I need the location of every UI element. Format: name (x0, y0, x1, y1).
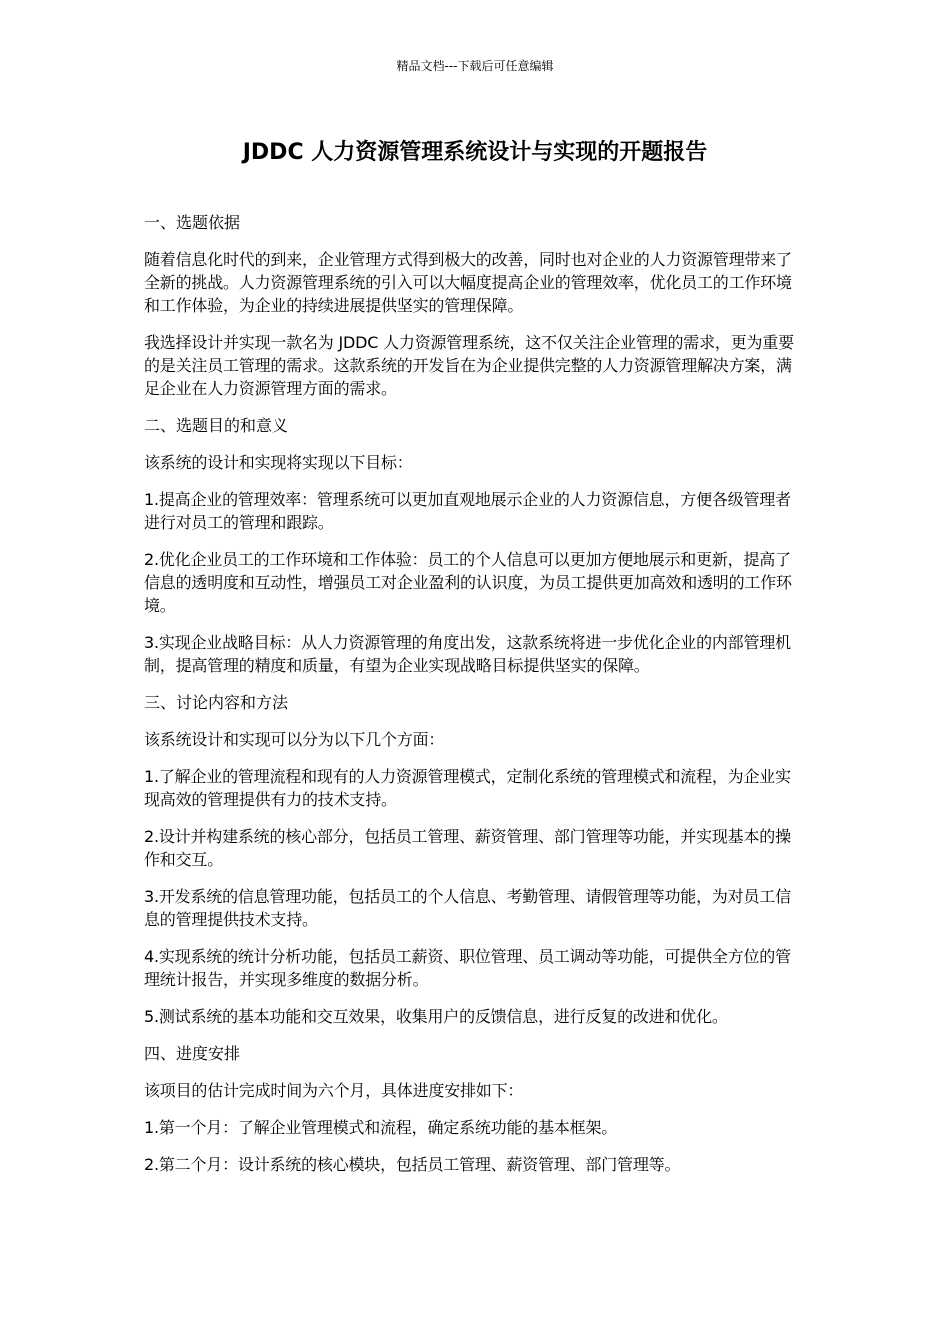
list-item: 1.第一个月：了解企业管理模式和流程，确定系统功能的基本框架。 (144, 1118, 618, 1137)
paragraph: 该项目的估计完成时间为六个月，具体进度安排如下： (144, 1081, 524, 1100)
list-item: 2.第二个月：设计系统的核心模块，包括员工管理、薪资管理、部门管理等。 (144, 1155, 681, 1174)
section-basis (144, 211, 804, 400)
list-item: 3.开发系统的信息管理功能，包括员工的个人信息、考勤管理、请假管理等功能，为对员工信息的管理提供技术支持。 (144, 887, 791, 929)
paragraph: 该系统设计和实现可以分为以下几个方面： (144, 730, 445, 749)
paragraph: 该系统的设计和实现将实现以下目标： (144, 453, 413, 472)
list-item: 1.提高企业的管理效率：管理系统可以更加直观地展示企业的人力资源信息，方便各级管理者进行对员工的管理和跟踪。 (144, 490, 791, 532)
section-purpose (144, 414, 804, 677)
list-item: 5.测试系统的基本功能和交互效果，收集用户的反馈信息，进行反复的改进和优化。 (144, 1007, 728, 1026)
section-content-methods (144, 691, 804, 1028)
list-item: 1.了解企业的管理流程和现有的人力资源管理模式，定制化系统的管理模式和流程，为企业实现高效的管理提供有力的技术支持。 (144, 767, 791, 809)
section-schedule (144, 1042, 804, 1176)
section-heading: 三、讨论内容和方法 (144, 693, 289, 712)
paragraph: 随着信息化时代的到来，企业管理方式得到极大的改善，同时也对企业的人力资源管理带来了全新的挑战。人力资源管理系统的引入可以大幅度提高企业的管理效率，优化员工的工作环境和工作体验，为企业的持续进展提供坚实的管理保障。 (144, 250, 792, 315)
header-note: 精品文档---下载后可任意编辑 (396, 59, 554, 73)
list-item: 2.优化企业员工的工作环境和工作体验：员工的个人信息可以更加方便地展示和更新，提高了信息的透明度和互动性，增强员工对企业盈利的认识度，为员工提供更加高效和透明的工作环境。 (144, 550, 792, 615)
list-item: 3.实现企业战略目标：从人力资源管理的角度出发，这款系统将进一步优化企业的内部管理机制，提高管理的精度和质量，有望为企业实现战略目标提供坚实的保障。 (144, 633, 791, 675)
document-title: JDDC 人力资源管理系统设计与实现的开题报告 (242, 140, 708, 165)
section-heading: 四、进度安排 (144, 1044, 241, 1063)
section-heading: 二、选题目的和意义 (144, 416, 289, 435)
document-body (144, 211, 804, 1190)
paragraph: 我选择设计并实现一款名为 JDDC 人力资源管理系统，这不仅关注企业管理的需求，更为重要的是关注员工管理的需求。这款系统的开发旨在为企业提供完整的人力资源管理解决方案，满足企业在人力资源管理方面的需求。 (144, 333, 794, 398)
list-item: 4.实现系统的统计分析功能，包括员工薪资、职位管理、员工调动等功能，可提供全方位的管理统计报告，并实现多维度的数据分析。 (144, 947, 791, 989)
list-item: 2.设计并构建系统的核心部分，包括员工管理、薪资管理、部门管理等功能，并实现基本的操作和交互。 (144, 827, 791, 869)
section-heading: 一、选题依据 (144, 213, 241, 232)
